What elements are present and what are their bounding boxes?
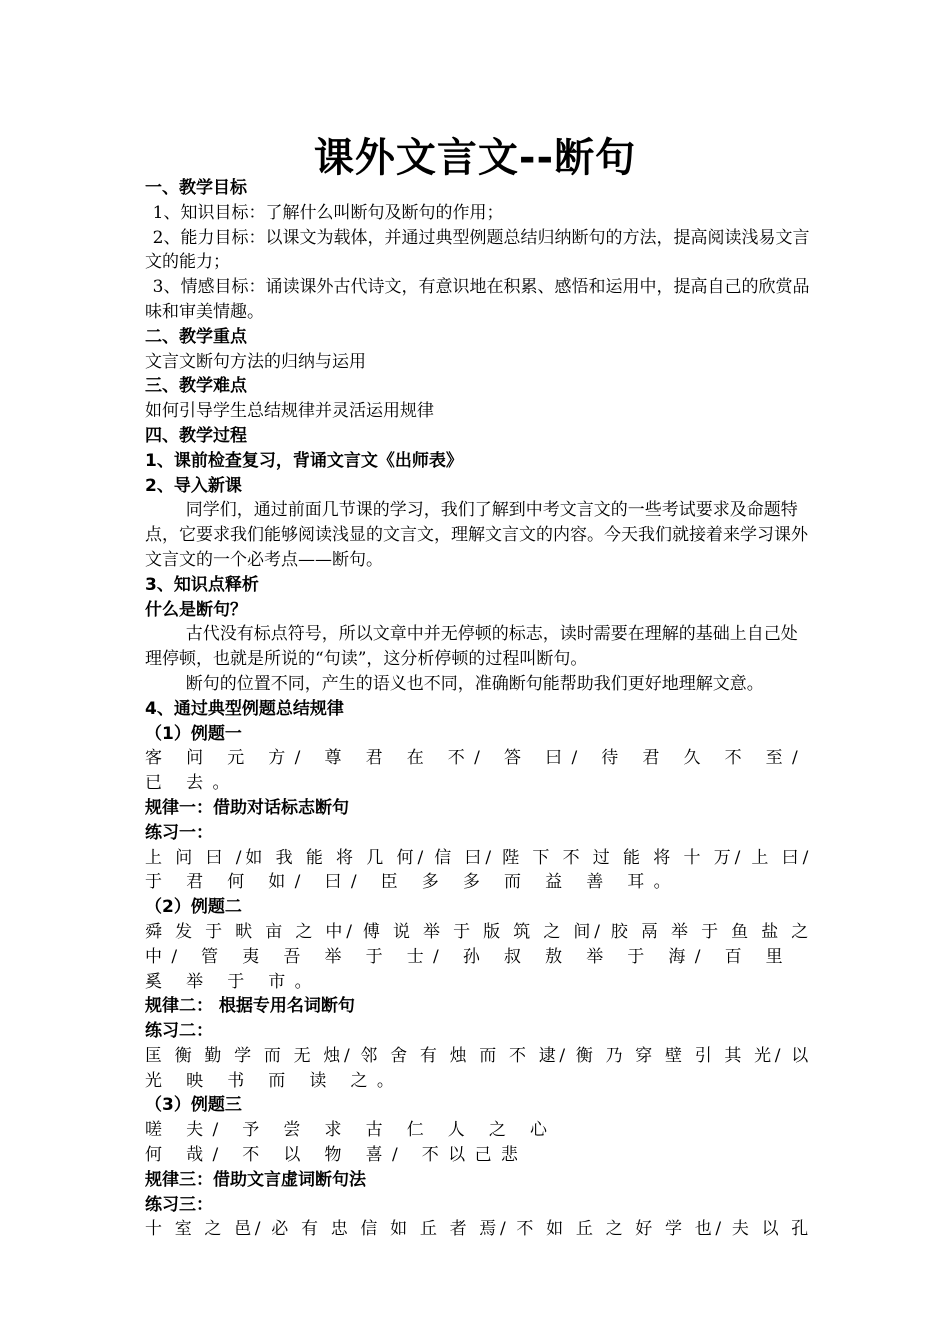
rule-3: 规律三：借助文言虚词断句法 [145,1169,366,1190]
objective-emotion: 3、情感目标：诵读课外古代诗文，有意识地在积累、感悟和运用中，提高自己的欣赏品味和审美情趣。 [145,277,810,322]
example-2-line-1: 舜 发 于 畎 亩 之 中/ 傅 说 举 于 版 筑 之 间/ 胶 鬲 举 于 鱼 盐 之 [145,921,810,942]
section-heading-difficulties: 三、教学难点 [145,376,247,397]
intro-paragraph: 同学们，通过前面几节课的学习，我们了解到中考文言文的一些考试要求及命题特点，它要求我们能够阅读浅显的文言文，理解文言文的内容。今天我们就接着来学习课外文言文的一个必考点——断句。 [145,500,808,570]
page-title: 课外文言文--断句 [313,135,637,181]
exercise-2-heading: 练习二： [145,1021,213,1042]
section-heading-objectives: 一、教学目标 [145,178,247,198]
example-1-text: 客 问 元 方/ 尊 君 在 不/ 答 曰/ 待 君 久 不 至/ 已 去。 [145,748,808,794]
exercise-1-line-2: 于 君 何 如/ 曰/ 臣 多 多 而 益 善 耳。 [145,872,680,893]
step-review: 1、课前检查复习，背诵文言文《出师表》 [145,450,463,471]
section-heading-process: 四、教学过程 [145,425,247,446]
example-3-heading: （3）例题三 [145,1095,242,1116]
importance-paragraph: 断句的位置不同，产生的语义也不同，准确断句能帮助我们更好地理解文意。 [185,673,764,694]
exercise-2-line-1: 匡 衡 勤 学 而 无 烛/ 邻 舍 有 烛 而 不 逮/ 衡 乃 穿 壁 引 其 光/ 以 [145,1045,810,1066]
objective-knowledge: 1、知识目标：了解什么叫断句及断句的作用； [152,202,504,223]
exercise-3-line-1: 十 室 之 邑/ 必 有 忠 信 如 丘 者 焉/ 不 如 丘 之 好 学 也/ 夫 以 孔 [145,1219,810,1240]
definition-paragraph: 古代没有标点符号，所以文章中并无停顿的标志，读时需要在理解的基础上自己处理停顿，也就是所说的“句读”，这分析停顿的过程叫断句。 [145,624,798,670]
exercise-1-heading: 练习一： [145,822,213,843]
difficulties-text: 如何引导学生总结规律并灵活运用规律 [145,401,434,422]
exercise-3-heading: 练习三： [145,1194,213,1215]
example-3-line-2: 何 哉/ 不 以 物 喜/ 不以己悲 [145,1145,528,1166]
rule-1: 规律一：借助对话标志断句 [145,797,349,818]
example-2-line-2: 中/ 管 夷 吾 举 于 士/ 孙 叔 敖 举 于 海/ 百 里 奚 举 于 市。 [145,946,793,992]
step-knowledge: 3、知识点释析 [145,574,259,595]
example-2-heading: （2）例题二 [145,897,242,918]
section-heading-key-points: 二、教学重点 [145,326,247,347]
example-3-line-1: 嗟 夫/ 予 尝 求 古 仁 人 之 心 [145,1120,557,1141]
step-intro: 2、导入新课 [145,475,242,496]
document-body [145,176,810,1242]
key-points-text: 文言文断句方法的归纳与运用 [145,351,366,372]
step-examples: 4、通过典型例题总结规律 [145,698,344,719]
question-what-is-duanju: 什么是断句？ [145,599,247,620]
exercise-1-line-1: 上 问 曰 /如 我 能 将 几 何/ 信 曰/ 陛 下 不 过 能 将 十 万/ 上 曰/ [145,847,810,868]
rule-2: 规律二： 根据专用名词断句 [145,996,355,1017]
objective-ability: 2、能力目标：以课文为载体，并通过典型例题总结归纳断句的方法，提高阅读浅易文言文的能力； [145,227,810,273]
example-1-heading: （1）例题一 [145,723,242,744]
exercise-2-line-2: 光 映 书 而 读 之。 [145,1070,404,1091]
